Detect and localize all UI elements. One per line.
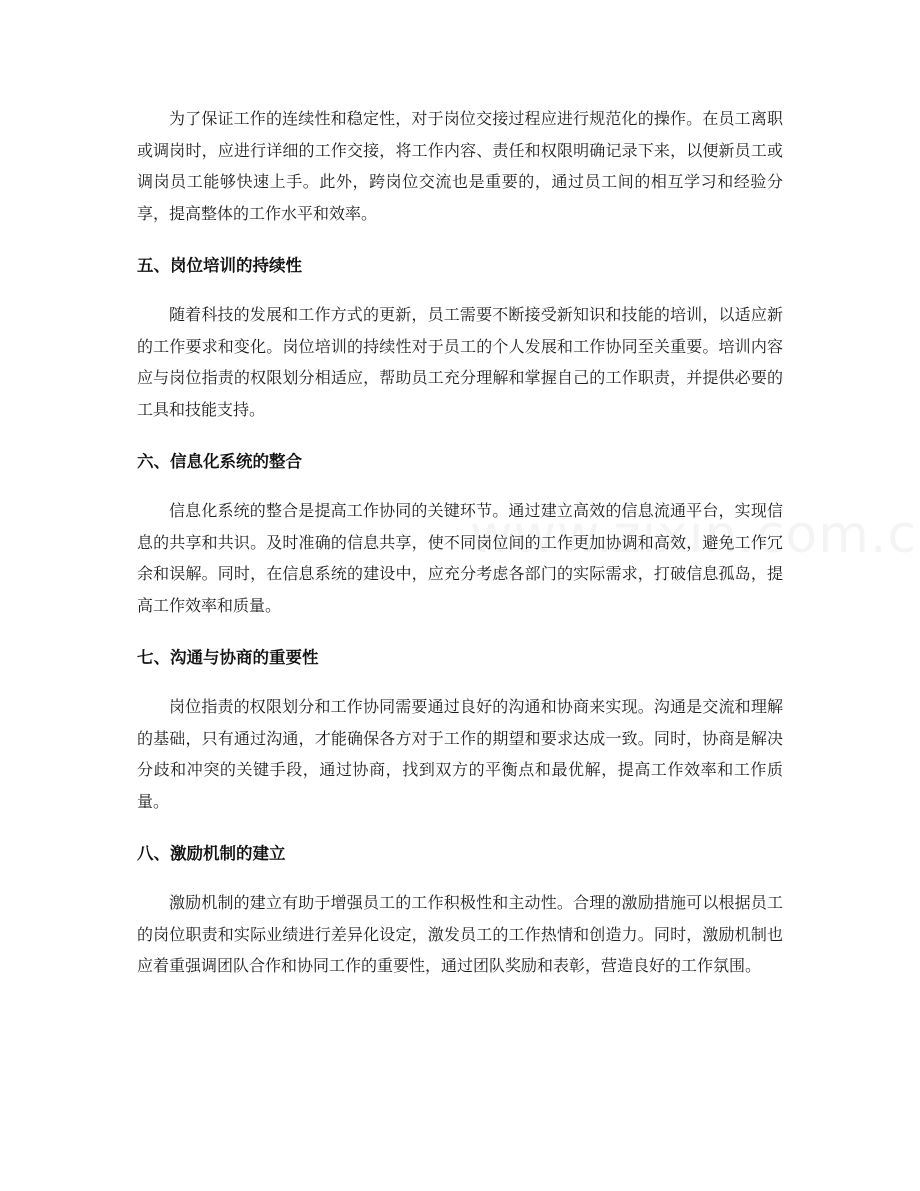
paragraph-incentive: 激励机制的建立有助于增强员工的工作积极性和主动性。合理的激励措施可以根据员工的岗位职责和实际业绩进行差异化设定，激发员工的工作热情和创造力。同时，激励机制也应着重强调团队合作和协同工作的重要性，通过团队奖励和表彰，营造良好的工作氛围。 (137, 893, 783, 975)
paragraph-handover: 为了保证工作的连续性和稳定性，对于岗位交接过程应进行规范化的操作。在员工离职或调岗时，应进行详细的工作交接，将工作内容、责任和权限明确记录下来，以便新员工或调岗员工能够快速上手。此外，跨岗位交流也是重要的，通过员工间的相互学习和经验分享，提高整体的工作水平和效率。 (137, 109, 783, 223)
document-body (137, 103, 783, 982)
paragraph-information-system: 信息化系统的整合是提高工作协同的关键环节。通过建立高效的信息流通平台，实现信息的共享和共识。及时准确的信息共享，使不同岗位间的工作更加协调和高效，避免工作冗余和误解。同时，在信息系统的建设中，应充分考虑各部门的实际需求，打破信息孤岛，提高工作效率和质量。 (137, 501, 783, 615)
section-heading-training: 五、岗位培训的持续性 (137, 256, 302, 275)
section-heading-information-system: 六、信息化系统的整合 (137, 452, 302, 471)
paragraph-training: 随着科技的发展和工作方式的更新，员工需要不断接受新知识和技能的培训，以适应新的工作要求和变化。岗位培训的持续性对于员工的个人发展和工作协同至关重要。培训内容应与岗位指责的权限划分相适应，帮助员工充分理解和掌握自己的工作职责，并提供必要的工具和技能支持。 (137, 305, 783, 419)
section-heading-incentive: 八、激励机制的建立 (137, 844, 286, 863)
paragraph-communication: 岗位指责的权限划分和工作协同需要通过良好的沟通和协商来实现。沟通是交流和理解的基础，只有通过沟通，才能确保各方对于工作的期望和要求达成一致。同时，协商是解决分歧和冲突的关键手段，通过协商，找到双方的平衡点和最优解，提高工作效率和工作质量。 (137, 697, 783, 811)
section-heading-communication: 七、沟通与协商的重要性 (137, 648, 319, 667)
